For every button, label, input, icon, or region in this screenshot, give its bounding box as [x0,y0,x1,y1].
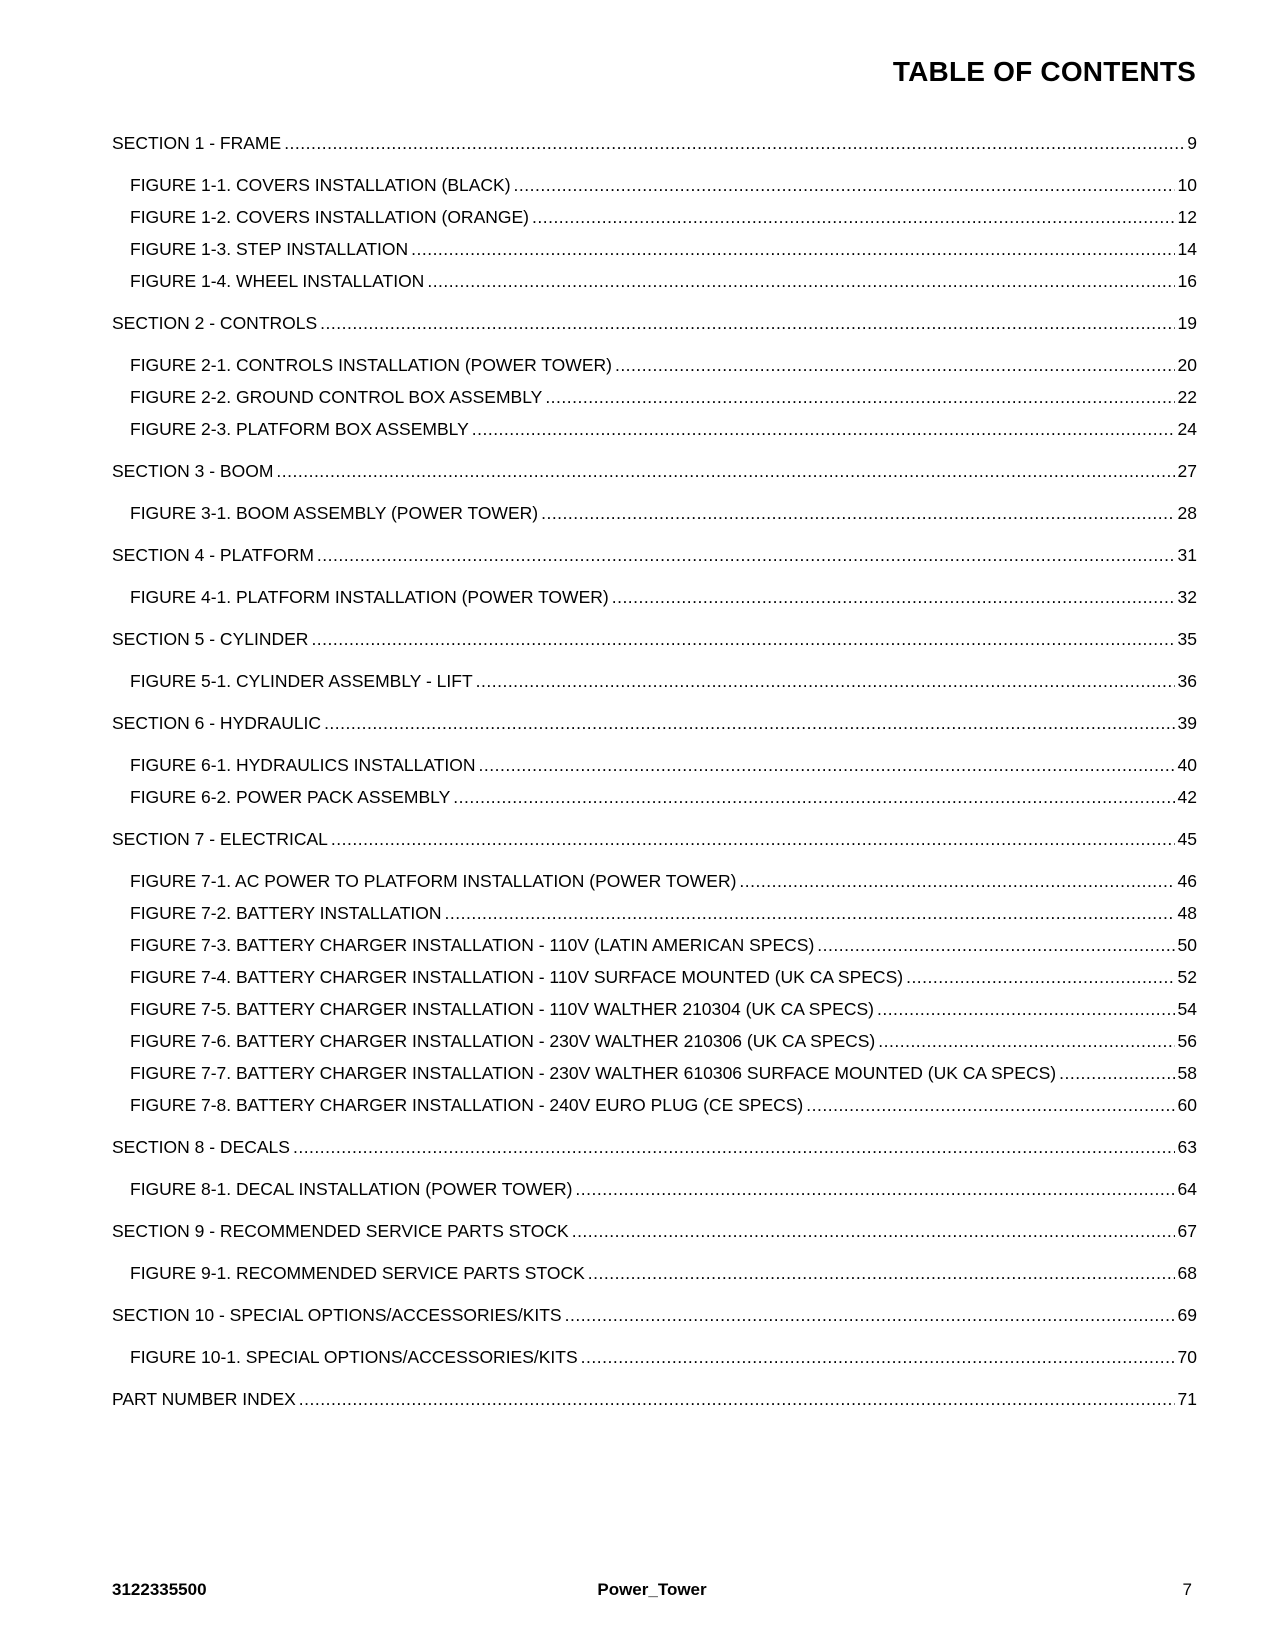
toc-entry-label: FIGURE 7-4. BATTERY CHARGER INSTALLATION - 110V SURFACE MOUNTED (UK CA SPECS) [130,967,904,987]
toc-figure-entry[interactable] [112,787,1197,807]
toc-page-number: 52 [1177,967,1197,987]
toc-entry-label: FIGURE 5-1. CYLINDER ASSEMBLY - LIFT [130,671,473,691]
toc-entry-label: FIGURE 2-3. PLATFORM BOX ASSEMBLY [130,419,469,439]
toc-figure-entry[interactable] [112,871,1197,891]
toc-dot-leader [276,461,1174,481]
toc-entry-label: FIGURE 4-1. PLATFORM INSTALLATION (POWER TOWER) [130,587,609,607]
toc-figure-entry[interactable] [112,587,1197,607]
toc-entry-label: PART NUMBER INDEX [112,1389,296,1409]
toc-entry-label: FIGURE 1-2. COVERS INSTALLATION (ORANGE) [130,207,529,227]
toc-figure-entry[interactable] [112,239,1197,259]
toc-figure-entry[interactable] [112,355,1197,375]
toc-figure-entry[interactable] [112,1179,1197,1199]
toc-section-entry[interactable] [112,461,1197,481]
toc-entry-label: FIGURE 2-1. CONTROLS INSTALLATION (POWER TOWER) [130,355,612,375]
toc-entry-label: FIGURE 2-2. GROUND CONTROL BOX ASSEMBLY [130,387,543,407]
toc-section-entry[interactable] [112,545,1197,565]
toc-entry-label: SECTION 9 - RECOMMENDED SERVICE PARTS STOCK [112,1221,569,1241]
footer-doc-title: Power_Tower [597,1580,707,1599]
toc-dot-leader [445,903,1175,923]
toc-entry-label: SECTION 4 - PLATFORM [112,545,314,565]
toc-entry-label: FIGURE 10-1. SPECIAL OPTIONS/ACCESSORIES/KITS [130,1347,578,1367]
toc-dot-leader [612,587,1175,607]
toc-dot-leader [541,503,1174,523]
toc-figure-entry[interactable] [112,387,1197,407]
toc-figure-entry[interactable] [112,1347,1197,1367]
toc-entry-label: FIGURE 6-2. POWER PACK ASSEMBLY [130,787,451,807]
toc-page-number: 20 [1177,355,1197,375]
toc-entry-label: FIGURE 6-1. HYDRAULICS INSTALLATION [130,755,476,775]
toc-entry-label: FIGURE 8-1. DECAL INSTALLATION (POWER TOWER) [130,1179,573,1199]
toc-page-number: 9 [1187,133,1197,153]
toc-figure-entry[interactable] [112,935,1197,955]
toc-entry-label: SECTION 1 - FRAME [112,133,282,153]
toc-figure-entry[interactable] [112,175,1197,195]
toc-dot-leader [472,419,1175,439]
toc-page-number: 48 [1177,903,1197,923]
toc-figure-entry[interactable] [112,207,1197,227]
toc-section-entry[interactable] [112,1389,1197,1409]
toc-page-number: 32 [1177,587,1197,607]
toc-dot-leader [1059,1063,1174,1083]
toc-section-entry[interactable] [112,1305,1197,1325]
toc-entry-label: FIGURE 7-1. AC POWER TO PLATFORM INSTALLATION (POWER TOWER) [130,871,737,891]
toc-page-number: 46 [1177,871,1197,891]
toc-page-number: 67 [1177,1221,1197,1241]
toc-entry-label: FIGURE 1-4. WHEEL INSTALLATION [130,271,425,291]
toc-dot-leader [317,545,1175,565]
toc-page-number: 16 [1177,271,1197,291]
toc-entry-label: SECTION 6 - HYDRAULIC [112,713,322,733]
toc-entry-label: FIGURE 7-2. BATTERY INSTALLATION [130,903,442,923]
toc-figure-entry[interactable] [112,1031,1197,1051]
toc-figure-entry[interactable] [112,903,1197,923]
toc-section-entry[interactable] [112,1137,1197,1157]
toc-entry-label: FIGURE 1-1. COVERS INSTALLATION (BLACK) [130,175,511,195]
toc-section-entry[interactable] [112,713,1197,733]
toc-page-number: 50 [1177,935,1197,955]
toc-page-number: 42 [1177,787,1197,807]
toc-dot-leader [615,355,1175,375]
toc-dot-leader [311,629,1174,649]
toc-page-number: 27 [1177,461,1197,481]
toc-dot-leader [453,787,1174,807]
toc-page-number: 60 [1177,1095,1197,1115]
toc-dot-leader [817,935,1174,955]
toc-entry-label: FIGURE 1-3. STEP INSTALLATION [130,239,409,259]
toc-page-number: 22 [1177,387,1197,407]
toc-dot-leader [324,713,1174,733]
toc-page-number: 28 [1177,503,1197,523]
toc-page-number: 54 [1177,999,1197,1019]
footer-page-number: 7 [1182,1580,1192,1599]
toc-figure-entry[interactable] [112,1263,1197,1283]
toc-dot-leader [479,755,1175,775]
toc-entry-label: FIGURE 9-1. RECOMMENDED SERVICE PARTS STOCK [130,1263,585,1283]
toc-page-number: 24 [1177,419,1197,439]
toc-section-entry[interactable] [112,313,1197,333]
toc-entry-label: SECTION 2 - CONTROLS [112,313,318,333]
toc-page-number: 64 [1177,1179,1197,1199]
toc-entry-label: FIGURE 7-7. BATTERY CHARGER INSTALLATION - 230V WALTHER 610306 SURFACE MOUNTED (UK CA SPECS) [130,1063,1057,1083]
toc-dot-leader [581,1347,1175,1367]
toc-entry-label: FIGURE 7-5. BATTERY CHARGER INSTALLATION - 110V WALTHER 210304 (UK CA SPECS) [130,999,874,1019]
toc-figure-entry[interactable] [112,999,1197,1019]
toc-figure-entry[interactable] [112,271,1197,291]
toc-dot-leader [877,999,1175,1019]
toc-section-entry[interactable] [112,1221,1197,1241]
table-of-contents [112,133,1197,1409]
toc-entry-label: FIGURE 7-8. BATTERY CHARGER INSTALLATION - 240V EURO PLUG (CE SPECS) [130,1095,804,1115]
toc-page-number: 69 [1177,1305,1197,1325]
toc-dot-leader [906,967,1174,987]
toc-dot-leader [806,1095,1174,1115]
toc-figure-entry[interactable] [112,503,1197,523]
toc-dot-leader [427,271,1174,291]
footer-doc-number: 3122335500 [112,1580,207,1599]
toc-page-number: 71 [1177,1389,1197,1409]
toc-dot-leader [588,1263,1175,1283]
toc-dot-leader [739,871,1174,891]
toc-dot-leader [299,1389,1175,1409]
toc-dot-leader [476,671,1175,691]
toc-entry-label: SECTION 8 - DECALS [112,1137,290,1157]
toc-entry-label: SECTION 7 - ELECTRICAL [112,829,328,849]
toc-dot-leader [514,175,1175,195]
toc-entry-label: SECTION 5 - CYLINDER [112,629,309,649]
toc-entry-label: SECTION 10 - SPECIAL OPTIONS/ACCESSORIES/KITS [112,1305,562,1325]
toc-page-number: 39 [1177,713,1197,733]
toc-dot-leader [575,1179,1174,1199]
toc-page-number: 14 [1177,239,1197,259]
toc-figure-entry[interactable] [112,1063,1197,1083]
toc-figure-entry[interactable] [112,671,1197,691]
toc-dot-leader [572,1221,1175,1241]
page-footer [112,1580,1192,1602]
toc-entry-label: FIGURE 3-1. BOOM ASSEMBLY (POWER TOWER) [130,503,539,523]
toc-section-entry[interactable] [112,829,1197,849]
toc-page-number: 45 [1177,829,1197,849]
toc-figure-entry[interactable] [112,419,1197,439]
toc-figure-entry[interactable] [112,755,1197,775]
toc-page-number: 31 [1177,545,1197,565]
toc-page-number: 36 [1177,671,1197,691]
toc-page-number: 40 [1177,755,1197,775]
toc-section-entry[interactable] [112,629,1197,649]
toc-dot-leader [331,829,1175,849]
toc-figure-entry[interactable] [112,967,1197,987]
toc-entry-label: SECTION 3 - BOOM [112,461,274,481]
toc-dot-leader [545,387,1174,407]
toc-page-number: 68 [1177,1263,1197,1283]
toc-page-number: 35 [1177,629,1197,649]
toc-page-number: 10 [1177,175,1197,195]
toc-section-entry[interactable] [112,133,1197,153]
toc-page-number: 58 [1177,1063,1197,1083]
toc-dot-leader [293,1137,1175,1157]
toc-dot-leader [284,133,1184,153]
toc-dot-leader [320,313,1174,333]
toc-page-number: 12 [1177,207,1197,227]
toc-page-number: 19 [1177,313,1197,333]
toc-dot-leader [565,1305,1175,1325]
toc-entry-label: FIGURE 7-6. BATTERY CHARGER INSTALLATION - 230V WALTHER 210306 (UK CA SPECS) [130,1031,876,1051]
toc-page-number: 56 [1177,1031,1197,1051]
toc-figure-entry[interactable] [112,1095,1197,1115]
toc-entry-label: FIGURE 7-3. BATTERY CHARGER INSTALLATION - 110V (LATIN AMERICAN SPECS) [130,935,815,955]
toc-page-number: 70 [1177,1347,1197,1367]
toc-page-number: 63 [1177,1137,1197,1157]
toc-dot-leader [411,239,1174,259]
toc-dot-leader [878,1031,1174,1051]
page-title: TABLE OF CONTENTS [892,56,1196,87]
toc-dot-leader [532,207,1175,227]
